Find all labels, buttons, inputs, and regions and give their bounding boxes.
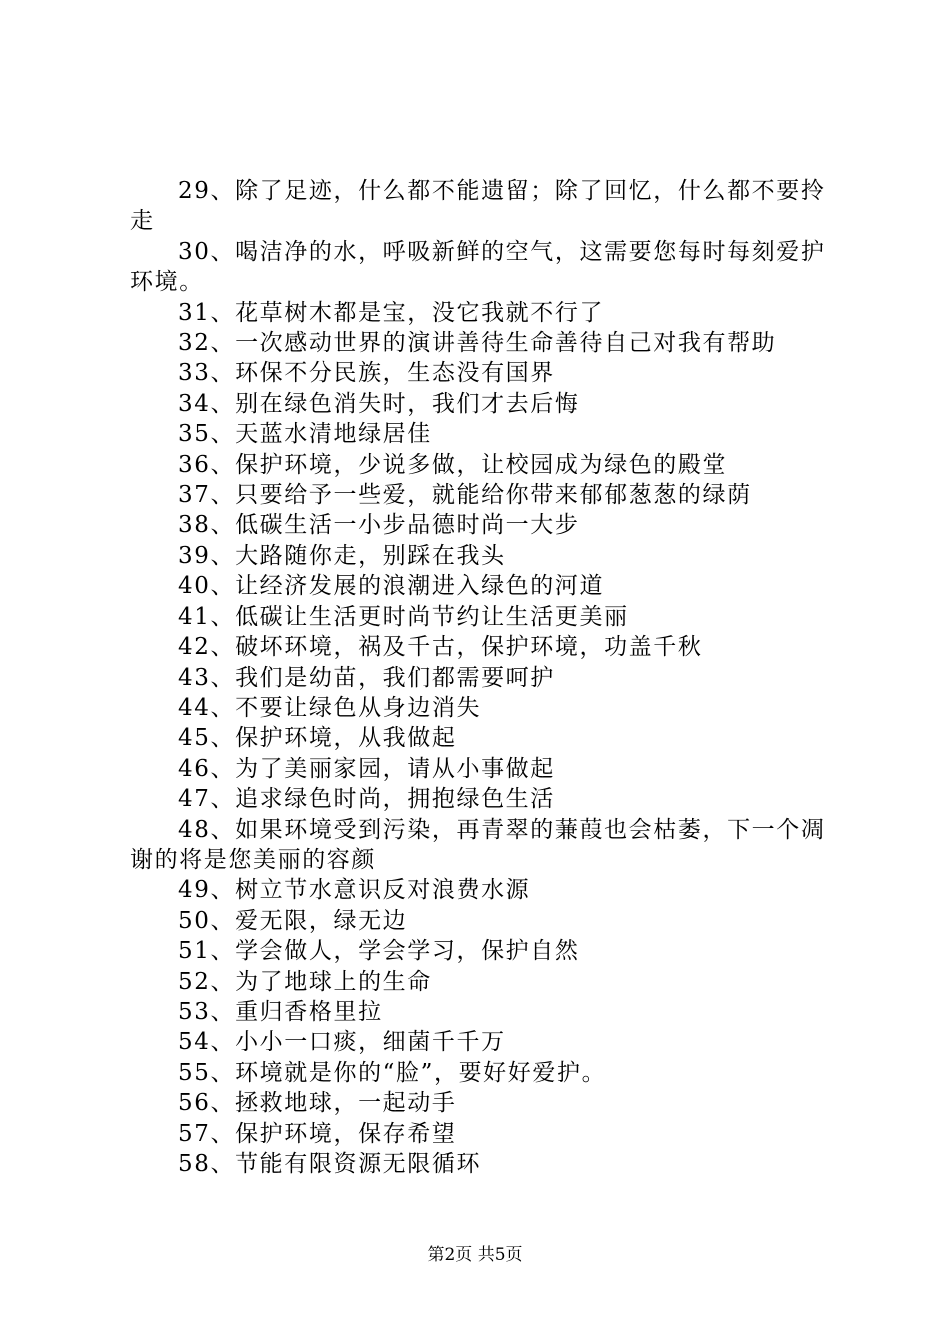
list-item: 55、环境就是你的“脸”，要好好爱护。 [178,1059,607,1086]
list-item: 57、保护环境，保存希望 [178,1120,457,1147]
list-item: 45、保护环境，从我做起 [178,725,457,752]
list-item: 39、大路随你走，别踩在我头 [178,542,506,569]
list-item: 31、花草树木都是宝，没它我就不行了 [178,299,605,326]
list-item: 34、别在绿色消失时，我们才去后悔 [178,390,580,417]
list-item: 29、除了足迹，什么都不能遗留；除了回忆，什么都不要拎走 [130,178,826,235]
page-footer: 第2页 共5页 [427,1245,523,1265]
list-item: 43、我们是幼苗，我们都需要呵护 [178,664,555,691]
list-item: 41、低碳让生活更时尚节约让生活更美丽 [178,603,629,630]
slogan-list [130,176,830,1179]
list-item: 51、学会做人，学会学习，保护自然 [178,938,580,965]
list-item: 54、小小一口痰，细菌千千万 [178,1029,506,1056]
list-item: 50、爱无限，绿无边 [178,907,408,934]
list-item: 44、不要让绿色从身边消失 [178,694,482,721]
list-item: 46、为了美丽家园，请从小事做起 [178,755,555,782]
list-item: 36、保护环境，少说多做，让校园成为绿色的殿堂 [178,451,728,478]
list-item: 35、天蓝水清地绿居佳 [178,421,432,448]
list-item: 48、如果环境受到污染，再青翠的蒹葭也会枯萎，下一个凋谢的将是您美丽的容颜 [130,816,826,873]
list-item: 58、节能有限资源无限循环 [178,1151,482,1177]
list-item: 52、为了地球上的生命 [178,968,432,995]
list-item: 49、树立节水意识反对浪费水源 [178,877,531,904]
list-item: 40、让经济发展的浪潮进入绿色的河道 [178,573,605,600]
list-item: 53、重归香格里拉 [178,998,383,1025]
list-item: 47、追求绿色时尚，拥抱绿色生活 [178,786,555,813]
list-item: 42、破坏环境，祸及千古，保护环境，功盖千秋 [178,634,703,661]
list-item: 56、拯救地球，一起动手 [178,1090,457,1117]
list-item: 38、低碳生活一小步品德时尚一大步 [178,512,580,539]
list-item: 32、一次感动世界的演讲善待生命善待自己对我有帮助 [178,330,777,357]
list-item: 37、只要给予一些爱，就能给你带来郁郁葱葱的绿荫 [178,482,752,509]
list-item: 30、喝洁净的水，呼吸新鲜的空气，这需要您每时每刻爱护环境。 [130,238,826,296]
list-item: 33、环保不分民族，生态没有国界 [178,360,555,387]
